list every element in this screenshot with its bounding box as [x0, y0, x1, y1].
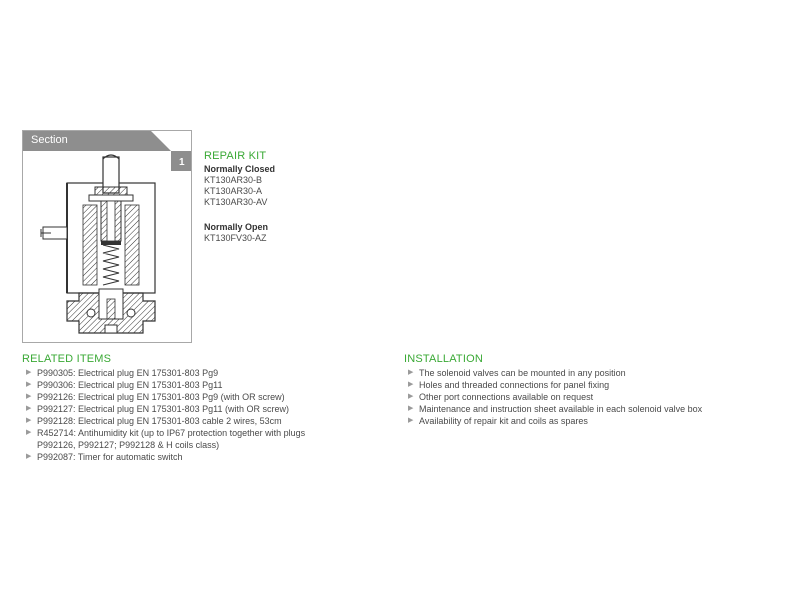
repair-kit-item: KT130AR30-AV [204, 197, 268, 207]
list-item: ▶ P990306: Electrical plug EN 175301-803 Pg11 [26, 380, 223, 390]
normally-open-title: Normally Open [204, 222, 269, 232]
list-item: ▶ P990305: Electrical plug EN 175301-803 Pg9 [26, 368, 219, 378]
repair-kit-item: KT130AR30-B [204, 175, 263, 185]
section-label: Section [31, 134, 68, 146]
list-item: ▶ The solenoid valves can be mounted in any position [408, 368, 626, 378]
triangle-right-icon: ▶ [408, 417, 414, 424]
installation-list [404, 367, 744, 427]
repair-kit-item: KT130FV30-AZ [204, 233, 267, 243]
list-item: ▶ Availability of repair kit and coils as spares [408, 416, 588, 426]
valve-section-drawing [23, 149, 191, 341]
spring-shape [103, 245, 119, 285]
triangle-right-icon: ▶ [26, 381, 32, 388]
triangle-right-icon: ▶ [26, 417, 32, 424]
triangle-right-icon: ▶ [408, 369, 414, 376]
section-panel [22, 130, 192, 343]
triangle-right-icon: ▶ [26, 369, 32, 376]
triangle-right-icon: ▶ [408, 393, 414, 400]
triangle-right-icon: ▶ [26, 405, 32, 412]
triangle-right-icon: ▶ [26, 453, 32, 460]
list-item: ▶ P992126: Electrical plug EN 175301-803 Pg9 (with OR screw) [26, 392, 285, 402]
triangle-right-icon: ▶ [408, 381, 414, 388]
triangle-right-icon: ▶ [408, 405, 414, 412]
list-item: ▶ Other port connections available on request [408, 392, 594, 402]
section-header [23, 131, 191, 168]
related-items-section [22, 353, 322, 463]
triangle-right-icon: ▶ [26, 429, 32, 436]
repair-kit-title: REPAIR KIT [204, 150, 267, 162]
list-item: ▶ Maintenance and instruction sheet available in each solenoid valve box [408, 404, 703, 414]
installation-section [404, 353, 744, 427]
section-number-badge: 1 [179, 157, 185, 168]
installation-title: INSTALLATION [404, 353, 484, 365]
normally-closed-title: Normally Closed [204, 164, 276, 174]
list-item: ▶ P992087: Timer for automatic switch [26, 452, 183, 462]
repair-kit-block [204, 151, 275, 244]
list-item: ▶ P992127: Electrical plug EN 175301-803 Pg11 (with OR screw) [26, 404, 289, 414]
related-items-title: RELATED ITEMS [22, 353, 112, 365]
related-items-list [22, 367, 322, 463]
list-item: ▶ R452714: Antihumidity kit (up to IP67 protection together with plugs P992126, P992127; P992128 & H coils class) [26, 428, 306, 450]
nut-shape [95, 187, 127, 195]
list-item: ▶ P992128: Electrical plug EN 175301-803 cable 2 wires, 53cm [26, 416, 282, 426]
list-item: ▶ Holes and threaded connections for panel fixing [408, 380, 610, 390]
triangle-right-icon: ▶ [26, 393, 32, 400]
repair-kit-item: KT130AR30-A [204, 186, 263, 196]
